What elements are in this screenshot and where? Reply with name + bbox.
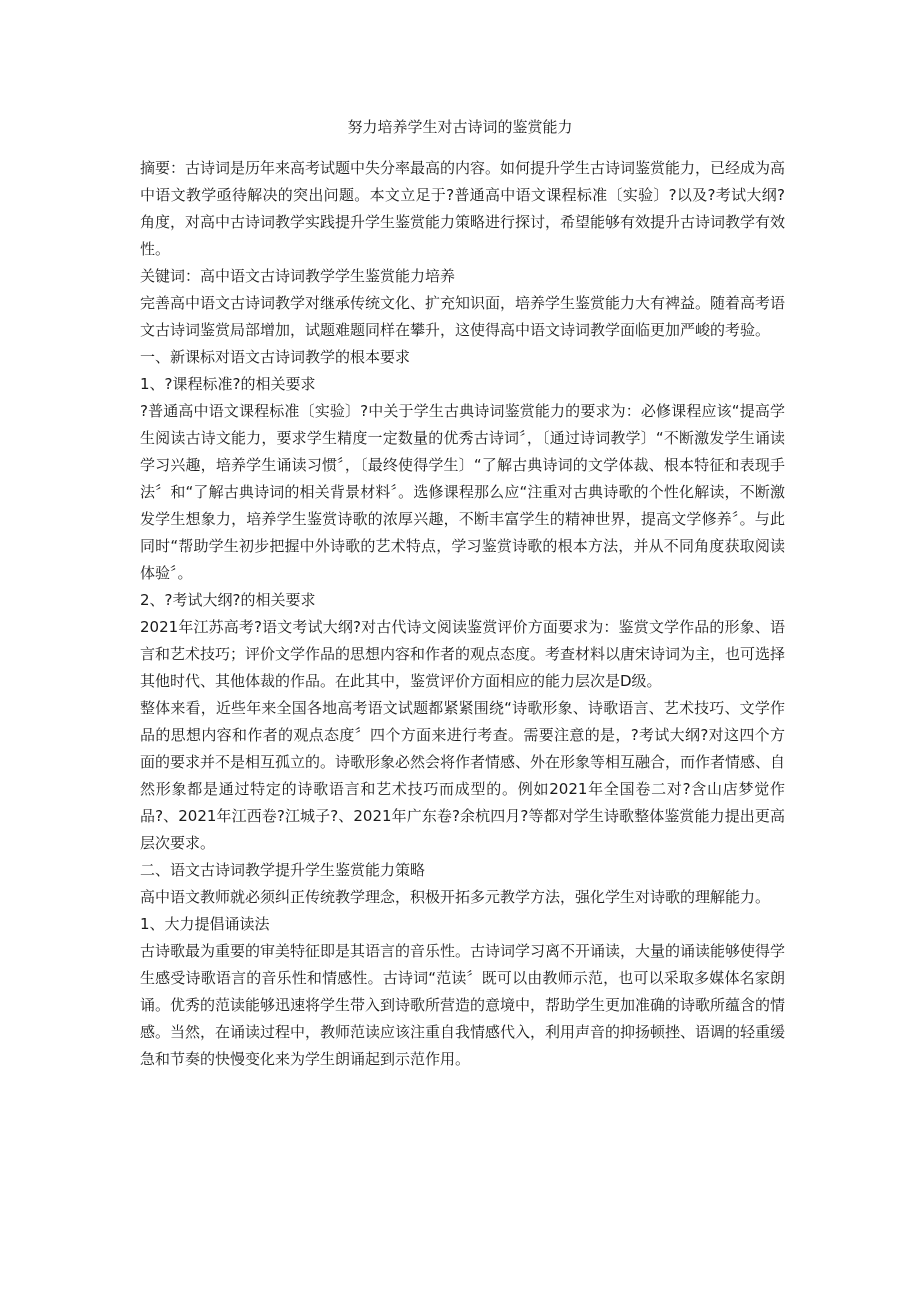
body-paragraph: 2021年江苏高考?语文考试大纲?对古代诗文阅读鉴赏评价方面要求为：鉴赏文学作品的形象、语言和艺术技巧；评价文学作品的思想内容和作者的观点态度。考查材料以唐宋诗词为主，也可选择其他时代、其他体裁的作品。在此其中，鉴赏评价方面相应的能力层次是D级。: [140, 618, 786, 690]
body-paragraph: 古诗歌最为重要的审美特征即是其语言的音乐性。古诗词学习离不开诵读，大量的诵读能够使得学生感受诗歌语言的音乐性和情感性。古诗词“范读〞既可以由教师示范，也可以采取多媒体名家朗诵。优秀的范读能够迅速将学生带入到诗歌所营造的意境中，帮助学生更加准确的诗歌所蕴含的情感。当然，在诵读过程中，教师范读应该注重自我情感代入，利用声音的抑扬顿挫、语调的轻重缓急和节奏的快慢变化来为学生朗诵起到示范作用。: [140, 942, 786, 1068]
section-heading-1: 一、新课标对语文古诗词教学的根本要求: [140, 348, 411, 366]
subsection-heading-2-1: 1、大力提倡诵读法: [140, 915, 270, 933]
body-paragraph: 整体来看，近些年来全国各地高考语文试题都紧紧围绕“诗歌形象、诗歌语言、艺术技巧、文学作品的思想内容和作者的观点态度〞四个方面来进行考查。需要注意的是，?考试大纲?对这四个方面的要求并不是相互孤立的。诗歌形象必然会将作者情感、外在形象等相互融合，而作者情感、自然形象都是通过特定的诗歌语言和艺术技巧而成型的。例如2021年全国卷二对?含山店梦觉作品?、2021年江西卷?江城子?、2021年广东卷?余杭四月?等都对学生诗歌整体鉴赏能力提出更高层次要求。: [140, 699, 786, 852]
subsection-heading-1-1: 1、?课程标准?的相关要求: [140, 375, 316, 393]
subsection-heading-1-2: 2、?考试大纲?的相关要求: [140, 591, 316, 609]
keywords-paragraph: 关键词：高中语文古诗词教学学生鉴赏能力培养: [140, 267, 456, 285]
body-paragraph: 高中语文教师就必须纠正传统教学理念，积极开拓多元教学方法，强化学生对诗歌的理解能力。: [140, 888, 771, 906]
section-heading-2: 二、语文古诗词教学提升学生鉴赏能力策略: [140, 861, 426, 879]
body-paragraph: ?普通高中语文课程标准〔实验〕?中关于学生古典诗词鉴赏能力的要求为：必修课程应该“提高学生阅读古诗文能力，要求学生精度一定数量的优秀古诗词〞，〔通过诗词教学〕“不断激发学生诵读学习兴趣，培养学生诵读习惯〞，〔最终使得学生〕“了解古典诗词的文学体裁、根本特征和表现手法〞和“了解古典诗词的相关背景材料〞。选修课程那么应“注重对古典诗歌的个性化解读，不断激发学生想象力，培养学生鉴赏诗歌的浓厚兴趣，不断丰富学生的精神世界，提高文学修养〞。与此同时“帮助学生初步把握中外诗歌的艺术特点，学习鉴赏诗歌的根本方法，并从不同角度获取阅读体验〞。: [140, 402, 785, 582]
document-title: 努力培养学生对古诗词的鉴赏能力: [347, 118, 573, 136]
abstract-paragraph: 摘要：古诗词是历年来高考试题中失分率最高的内容。如何提升学生古诗词鉴赏能力，已经成为高中语文教学亟待解决的突出问题。本文立足于?普通高中语文课程标准〔实验〕?以及?考试大纲?角度，对高中古诗词教学实践提升学生鉴赏能力策略进行探讨，希望能够有效提升古诗词教学有效性。: [140, 159, 786, 258]
document-body: [140, 155, 785, 1073]
intro-paragraph: 完善高中语文古诗词教学对继承传统文化、扩充知识面，培养学生鉴赏能力大有裨益。随着高考语文古诗词鉴赏局部增加，试题难题同样在攀升，这使得高中语文诗词教学面临更加严峻的考验。: [140, 294, 786, 339]
